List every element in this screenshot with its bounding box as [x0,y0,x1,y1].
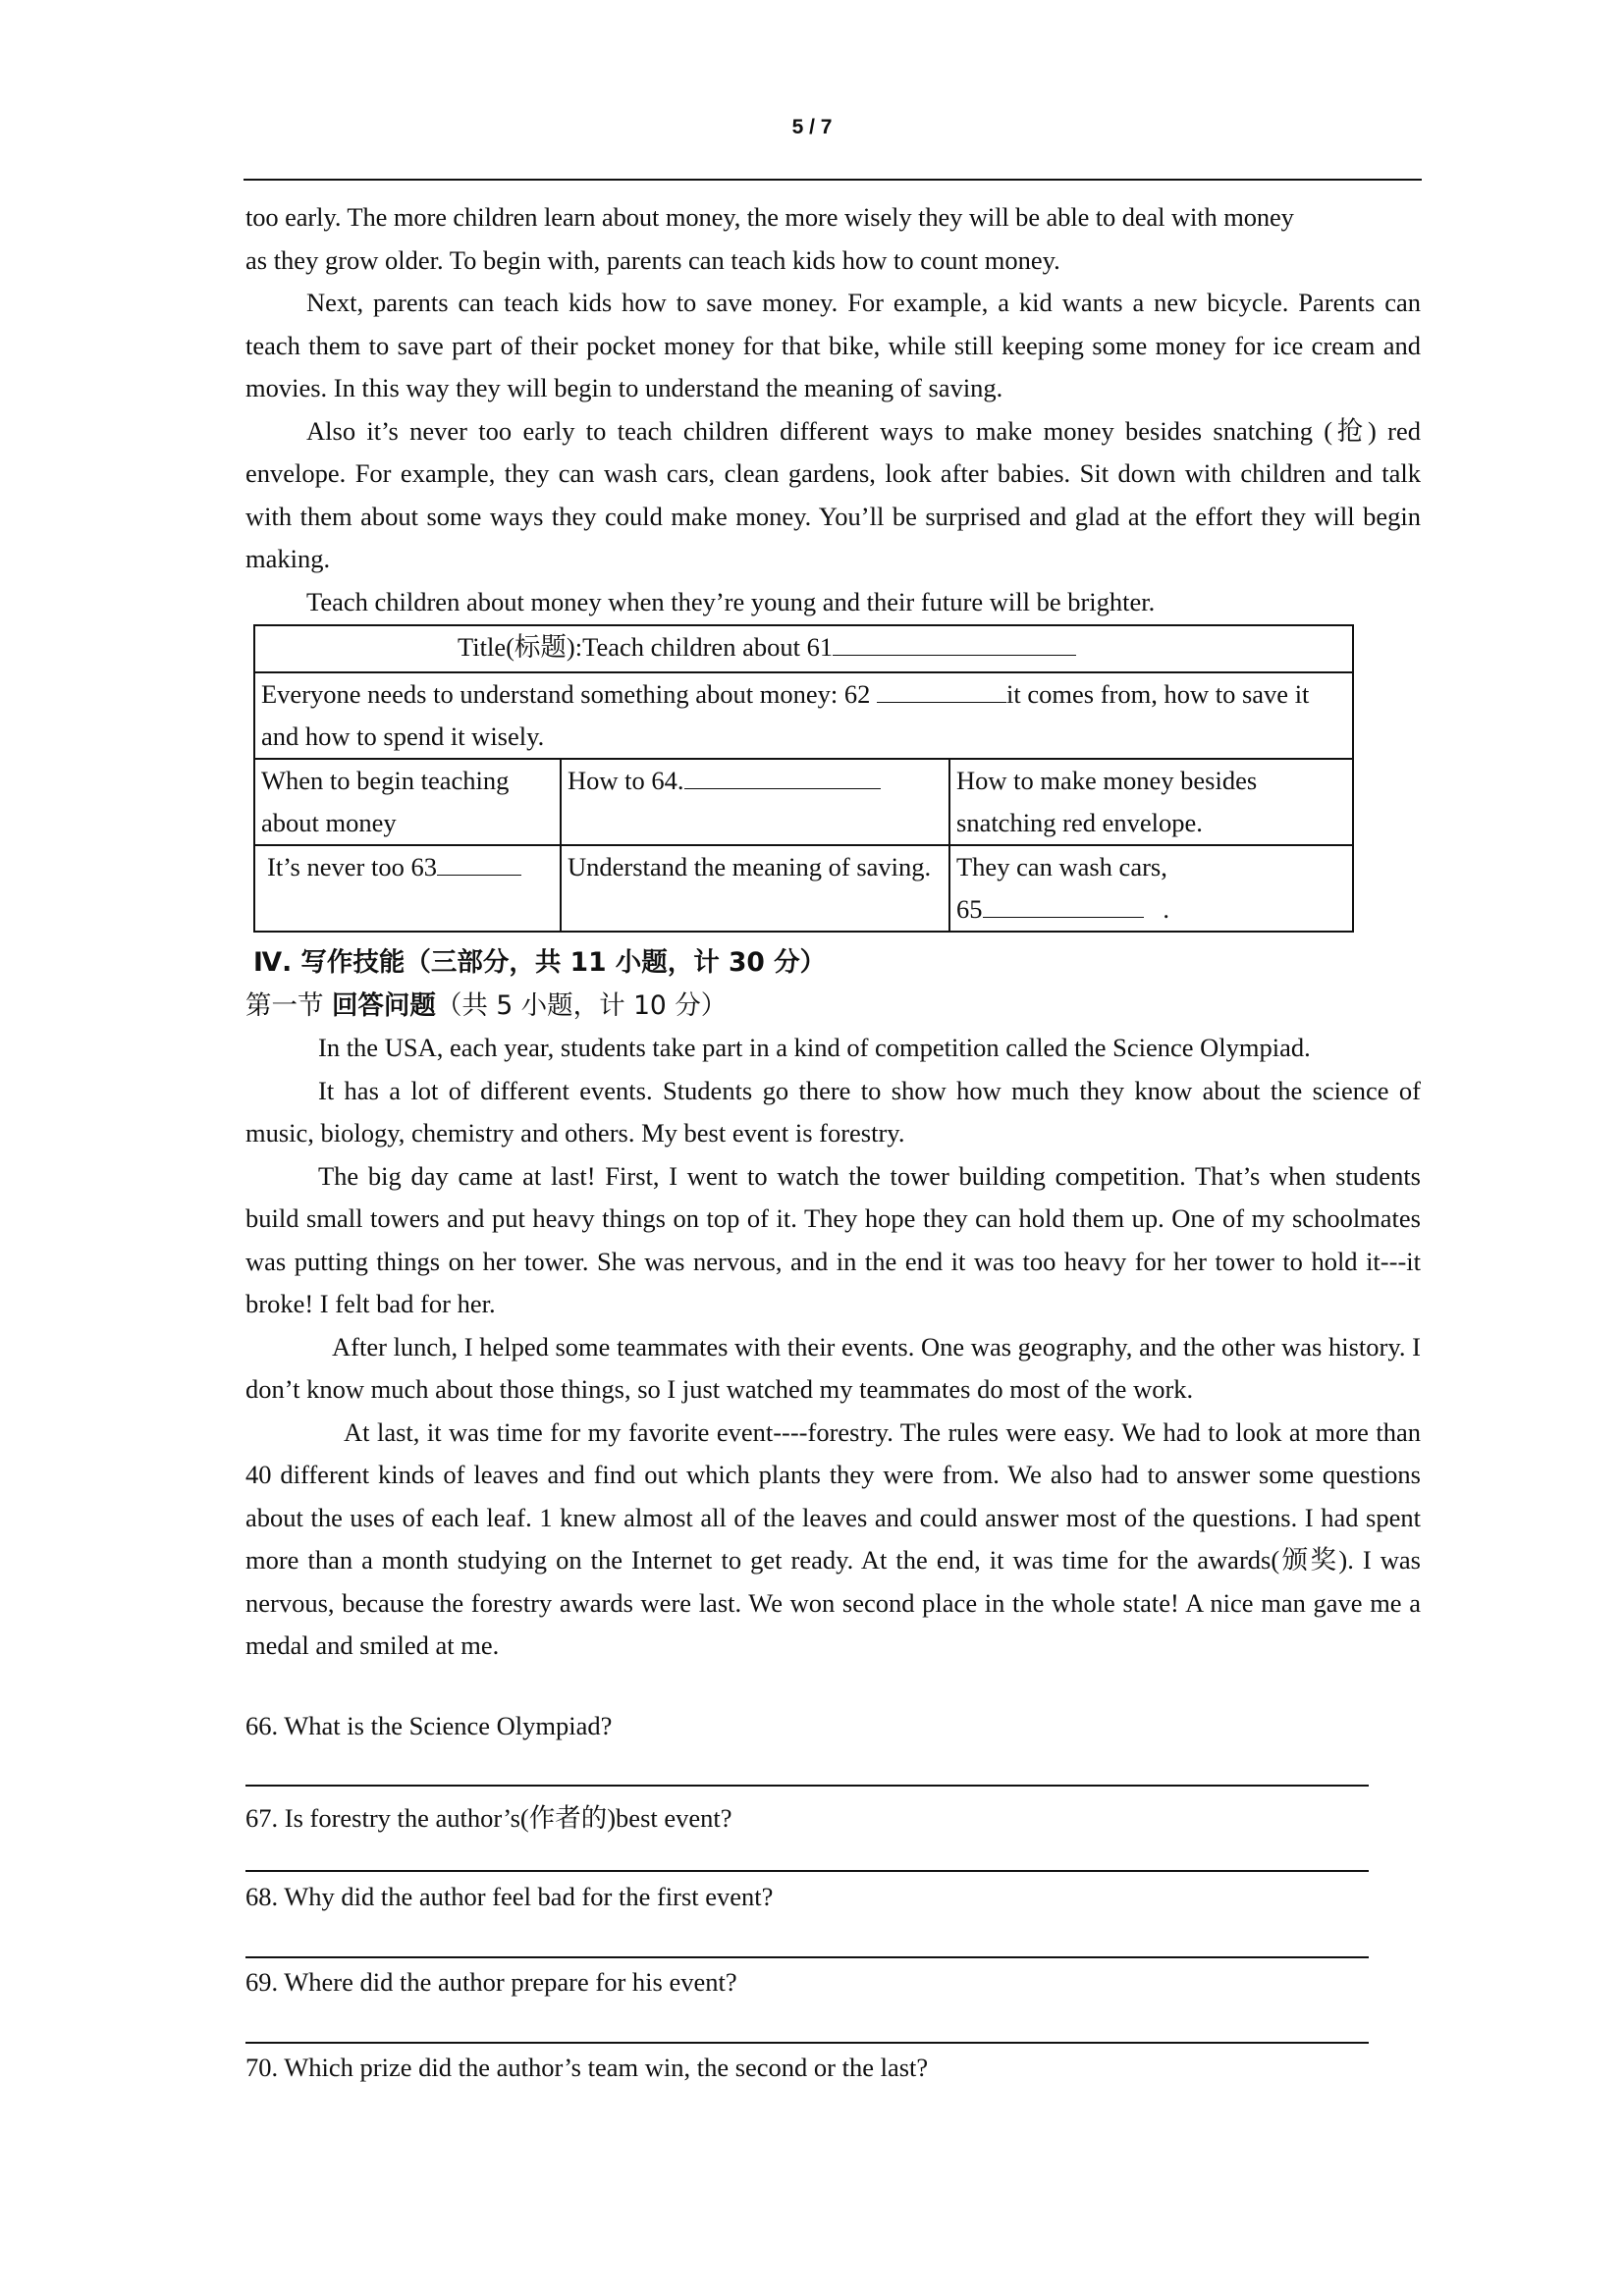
section-subheading [245,984,727,1022]
table-title: Title(标题):Teach children about 61 [458,632,834,662]
table-text: It’s never too 63 [267,852,437,881]
subheading-note: （共 5 小题，计 10 分） [435,990,728,1021]
table-cell [254,845,561,932]
header-rule [244,179,1422,181]
table-text: Everyone needs to understand something about money: 62 [261,679,878,709]
paragraph: It has a lot of different events. Students go there to show how much they know about the science of music, biology, chemistry and others. My best event is forestry. [245,1075,1421,1148]
answer-blank-62[interactable] [877,674,1006,703]
question-70: 70. Which prize did the author’s team win, the second or the last? [245,2053,929,2082]
subheading-part: 第一节 [245,990,332,1021]
answer-blank-65[interactable] [983,889,1144,918]
answer-blank-61[interactable] [833,627,1076,656]
question-67: 67. Is forestry the author’s(作者的)best event? [245,1803,732,1833]
table-text: . [1163,894,1169,924]
question-69: 69. Where did the author prepare for his event? [245,1967,737,1997]
paragraph: Teach children about money when they’re young and their future will be brighter. [306,586,1156,616]
table-cell [561,759,949,845]
paragraph: as they grow older. To begin with, parents can teach kids how to count money. [245,244,1060,275]
reading-passage-part1 [245,196,1421,623]
table-cell [949,759,1353,845]
table-row-cell [254,672,1353,759]
paragraph: In the USA, each year, students take part in a kind of competition called the Science Olympiad. [318,1033,1311,1062]
table-text: How to 64. [568,766,684,795]
question-68: 68. Why did the author feel bad for the first event? [245,1882,774,1911]
answer-blank-64[interactable] [684,761,881,789]
answer-line-66[interactable] [245,1785,1369,1787]
table-cell [254,759,561,845]
table-cell [949,845,1353,932]
subheading-title: 回答问题 [331,990,436,1021]
table-text: it comes from, how to save it and how to spend it wisely. [261,679,1310,751]
table-cell [561,845,949,932]
table-text: When to begin teaching about money [261,766,510,837]
paragraph: Also it’s never too early to teach children different ways to make money besides snatching (抢) red envelope. For example, they can wash cars, clean gardens, look after babies. Sit down with children and talk with them about some ways they could make money. You’ll be surprised and glad at the effort they will begin making. [245,415,1421,573]
answer-line-67[interactable] [245,1870,1369,1872]
table-text: 65 [956,894,983,924]
section-heading: Ⅳ. 写作技能（三部分，共 11 小题，计 30 分） [253,947,827,978]
page-number: 5 / 7 [791,116,833,138]
table-title-cell [254,625,1353,672]
paragraph: After lunch, I helped some teammates with their events. One was geography, and the other was history. I don’t know much about those things, so I just watched my teammates do most of the work. [245,1331,1421,1404]
paragraph: Next, parents can teach kids how to save money. For example, a kid wants a new bicycle. Parents can teach them to save part of their pocket money for that bike, while still keeping some money for ice cream and movies. In this way they will begin to understand the meaning of saving. [245,288,1421,402]
table-text: They can wash cars, [956,852,1167,881]
paragraph: At last, it was time for my favorite event----forestry. The rules were easy. We had to look at more than 40 different kinds of leaves and find out which plants they were from. We also had to answer some questions about the uses of each leaf. 1 knew almost all of the leaves and could answer most of the questions. I had spent more than a month studying on the Internet to get ready. At the end, it was time for the awards(颁奖). I was nervous, because the forestry awards were last. We won second place in the whole state! A nice man gave me a medal and smiled at me. [245,1416,1421,1660]
question-66: 66. What is the Science Olympiad? [245,1711,613,1740]
answer-line-68[interactable] [245,1956,1369,1958]
table-text: How to make money besides snatching red envelope. [956,766,1258,837]
table-text: Understand the meaning of saving. [568,852,932,881]
answer-blank-63[interactable] [437,847,521,876]
paragraph: too early. The more children learn about money, the more wisely they will be able to deal with money [245,202,1294,232]
task-table [253,624,1354,933]
reading-passage-part2 [245,1027,1421,1668]
answer-line-69[interactable] [245,2042,1369,2044]
paragraph: The big day came at last! First, I went to watch the tower building competition. That’s when students build small towers and put heavy things on top of it. They hope they can hold them up. One of my schoolmates was putting things on her tower. She was nervous, and in the end it was too heavy for her tower to hold it---it broke! I felt bad for her. [245,1160,1421,1318]
